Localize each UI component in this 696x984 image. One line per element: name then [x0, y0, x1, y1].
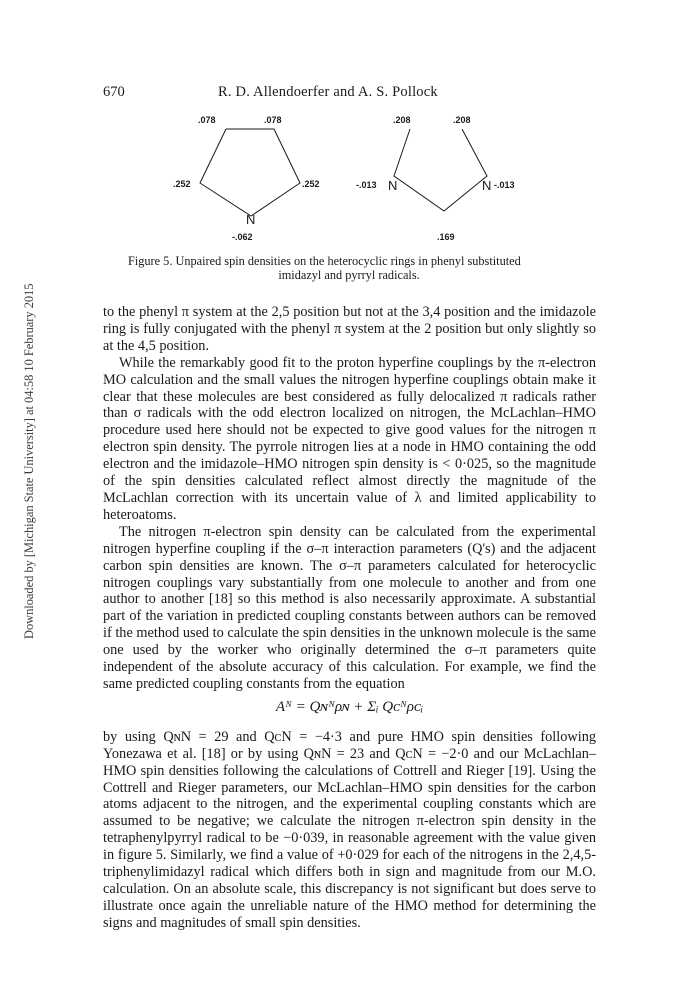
left-ring-nitrogen: N: [246, 212, 256, 227]
equation-block: [103, 699, 596, 725]
body-text: [103, 304, 596, 932]
figure-caption: [128, 254, 570, 282]
equation: Aᴺ = Qɴᴺρɴ + Σᵢ Qᴄᴺρᴄᵢ: [275, 698, 424, 715]
ring-diagrams: [0, 108, 696, 248]
right-ring-top-right-value: .208: [453, 115, 471, 125]
left-ring-mid-left-value: .252: [173, 179, 191, 189]
left-ring-top-left-value: .078: [198, 115, 216, 125]
right-ring-right-nitrogen: N: [482, 178, 492, 193]
left-ring-bonds: [200, 129, 300, 216]
right-ring-top-left-value: .208: [393, 115, 411, 125]
paragraph-4: by using QɴN = 29 and QᴄN = −4·3 and pure HMO spin densities following Yonezawa et al. [18] or by using QɴN = 23 and QᴄN = −2·0 and our McLachlan–HMO spin densities following the calculations of Cottrell and Rieger [19]. Using the Cottrell and Rieger parameters, our McLachlan–HMO spin densities for the carbon atoms adjacent to the nitrogen, and the experimental coupling constants which are assumed to be negative; we calculate the nitrogen π-electron spin density in the tetraphenylpyrryl radical to be −0·039, in reasonable agreement with the value given in figure 5. Similarly, we find a value of +0·029 for each of the nitrogens in the 2,4,5-triphenylimidazyl radical which differs both in sign and magnitude from our M.O. calculation. On an absolute scale, this discrepancy is not significant but does serve to illustrate once again the unreliable nature of the HMO method for determining the signs and magnitudes of small spin densities.: [103, 728, 596, 931]
right-ring-bottom-value: .169: [437, 232, 455, 242]
caption-line-2: imidazyl and pyrryl radicals.: [278, 268, 420, 282]
paragraph-2: While the remarkably good fit to the proton hyperfine couplings by the π-electron MO calculation and the small values the nitrogen hyperfine couplings obtain make it clear that these molecules are best considered as fully delocalized π radicals rather than σ radicals with the odd electron localized on nitrogen, the McLachlan–HMO procedure used here should not be expected to give good values for the nitrogen π electron spin density. The pyrrole nitrogen lies at a node in HMO containing the odd electron and the imidazole–HMO nitrogen spin density is < 0·025, so the magnitude of the spin densities calculated reflect almost directly the magnitude of the McLachlan correction with its uncertain value of λ and limited applicability to heteroatoms.: [103, 354, 596, 523]
page-number: 670: [103, 84, 125, 100]
right-ring-bonds: [394, 129, 487, 211]
page-header: [0, 84, 696, 104]
running-head: R. D. Allendoerfer and A. S. Pollock: [218, 84, 438, 100]
download-notice: Downloaded by [Michigan State University] at 04:58 10 February 2015: [22, 283, 36, 639]
left-ring-bottom-value: -.062: [232, 232, 253, 242]
paragraph-3: The nitrogen π-electron spin density can be calculated from the experimental nitrogen hyperfine coupling if the σ–π interaction parameters (Q's) and the adjacent carbon spin densities are known. The σ–π parameters calculated for heterocyclic nitrogen couplings vary substantially from one molecule to another and from one author to another [18] so this method is also necessarily approximate. A substantial part of the variation in predicted coupling constants between authors can be removed if the method used to calculate the spin densities in the unknown molecule is the same one used by the worker who originally determined the σ–π parameters quite independent of the absolute accuracy of this calculation. For example, we find the same predicted coupling constants from the equation: [103, 523, 596, 692]
left-ring-mid-right-value: .252: [302, 179, 320, 189]
paragraph-1: to the phenyl π system at the 2,5 position but not at the 3,4 position and the imidazole ring is fully conjugated with the phenyl π system at the 2 position but only slightly so at the 4,5 position.: [103, 304, 596, 354]
right-ring-left-nitrogen: N: [388, 178, 398, 193]
right-ring-right-value: -.013: [494, 180, 515, 190]
caption-line-1: Figure 5. Unpaired spin densities on the heterocyclic rings in phenyl substituted: [128, 254, 521, 268]
left-ring-top-right-value: .078: [264, 115, 282, 125]
right-ring-left-value: -.013: [356, 180, 377, 190]
